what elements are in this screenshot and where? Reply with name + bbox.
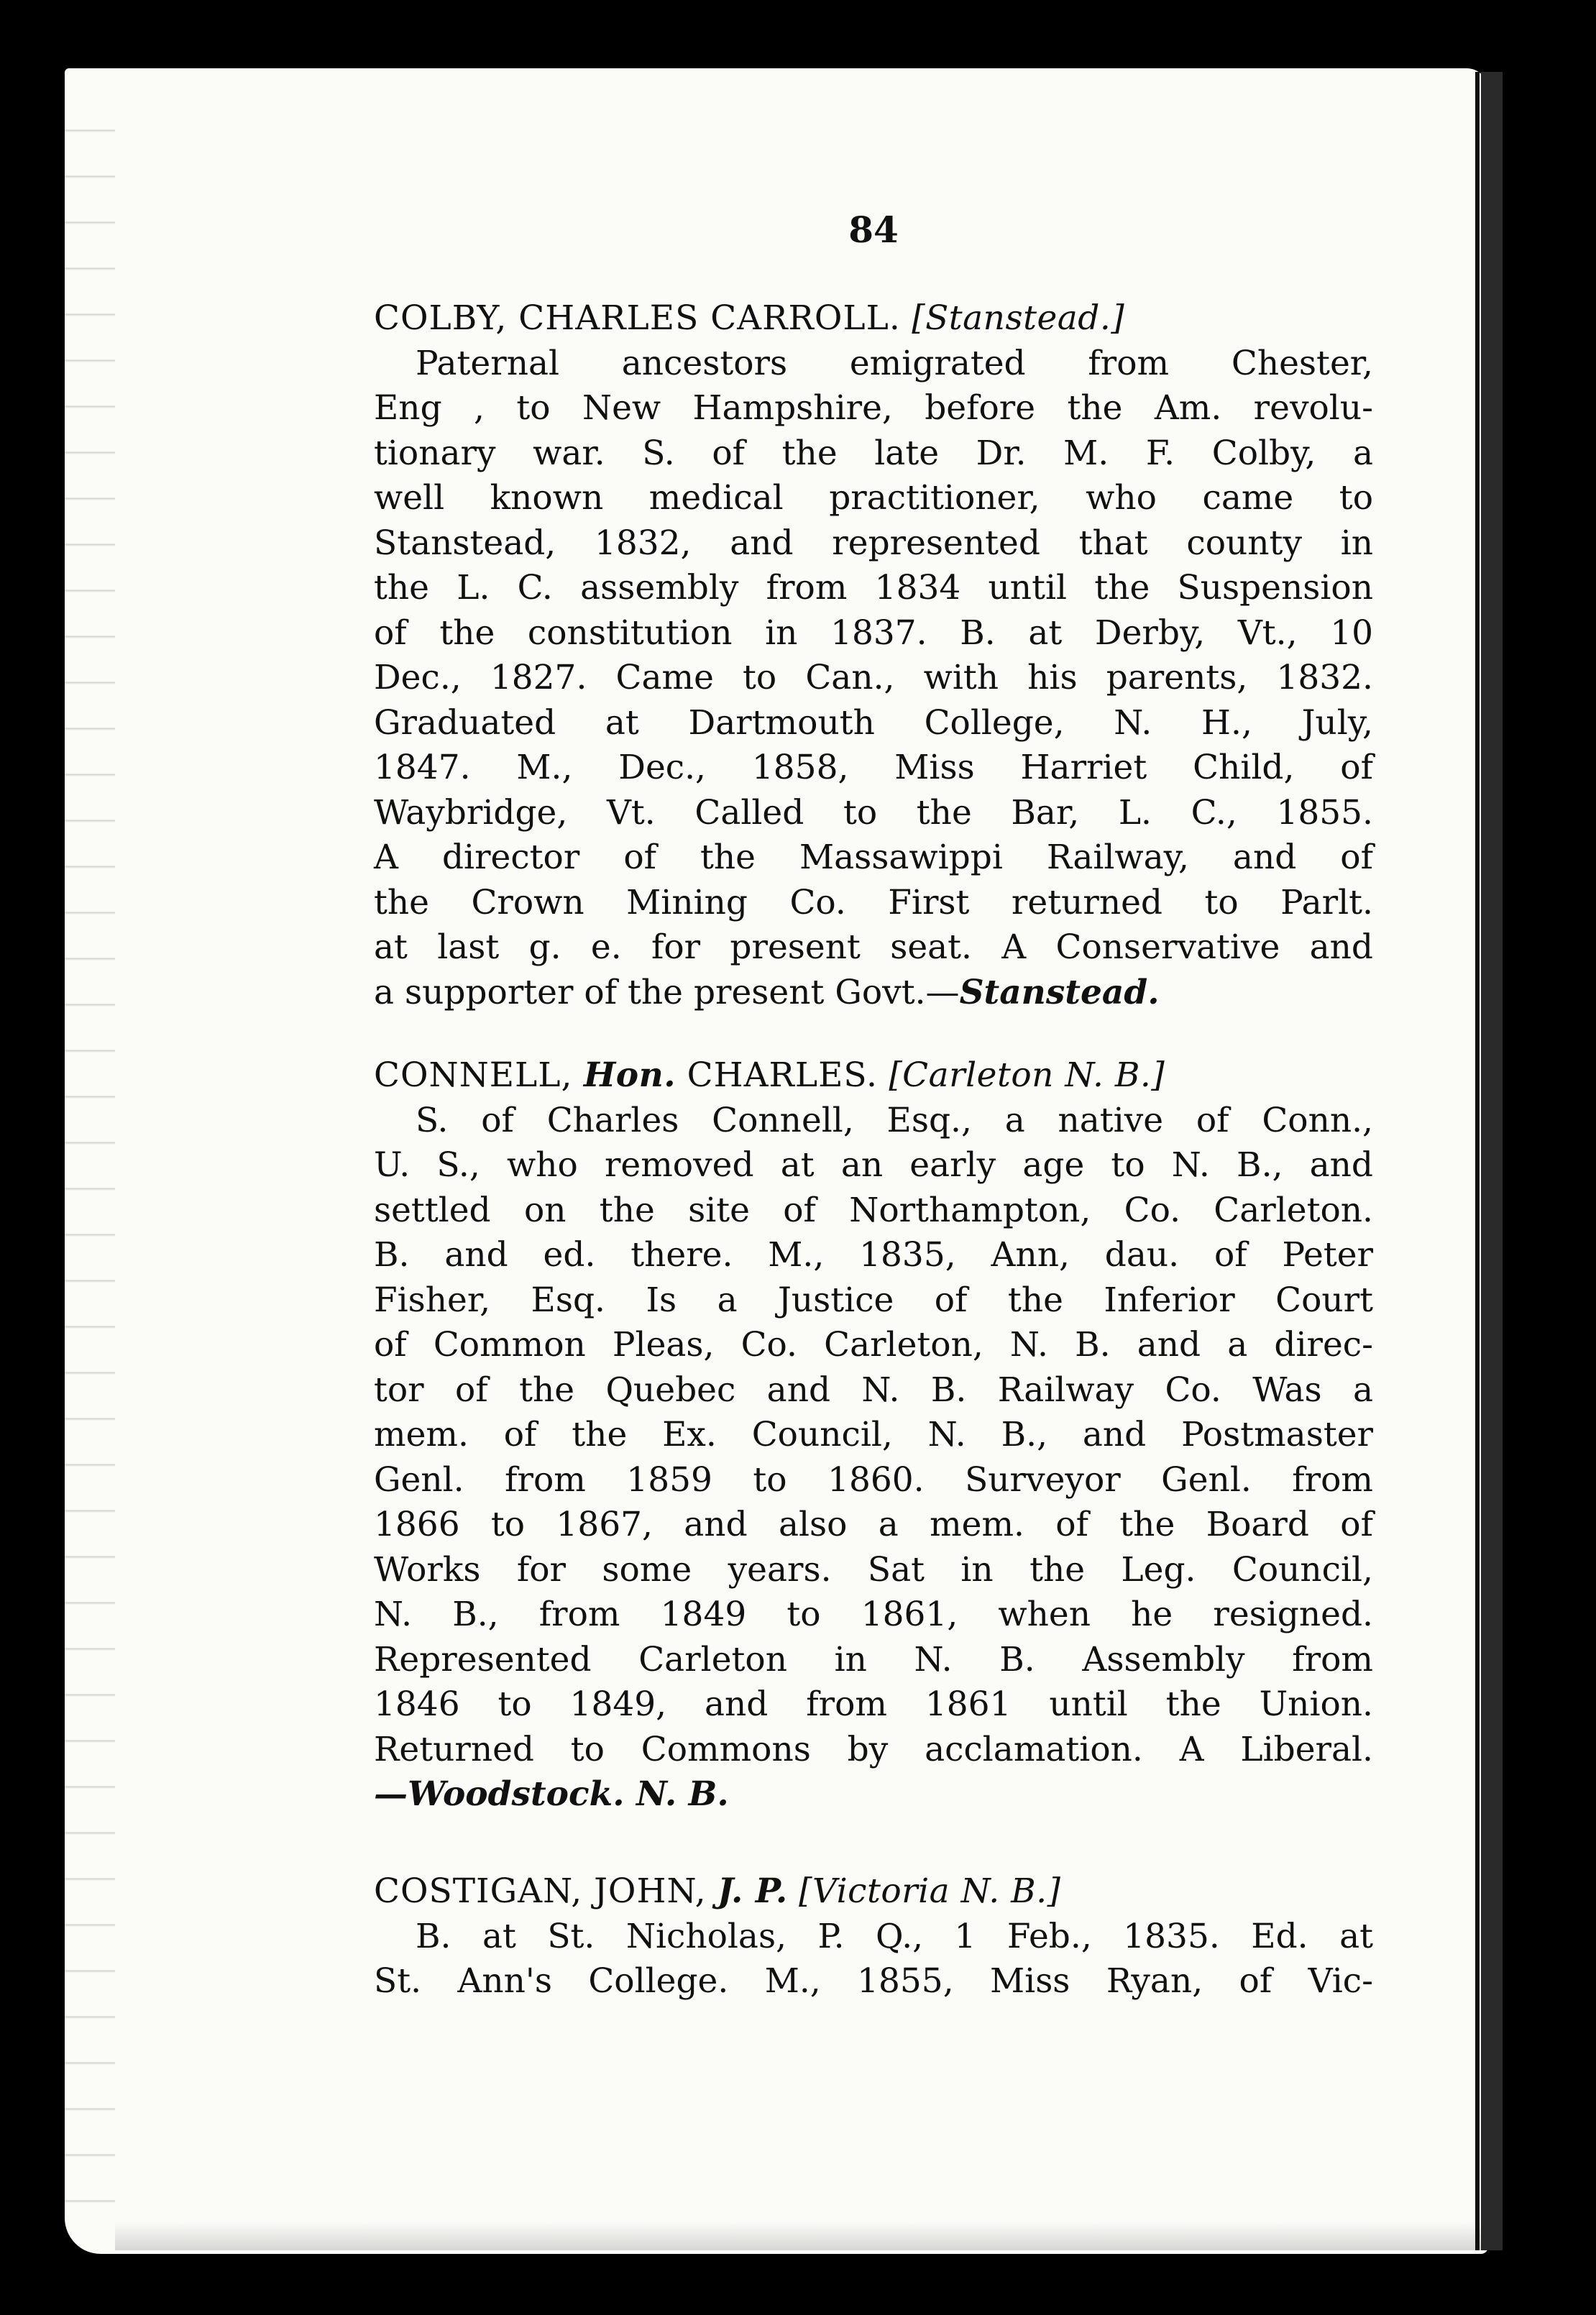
entry-title: J. P. xyxy=(717,1871,788,1911)
entry-connell xyxy=(374,1053,1373,1817)
text-line: Returned to Commons by acclamation. A Liberal. xyxy=(374,1729,1373,1769)
text-line: Genl. from 1859 to 1860. Surveyor Genl. from xyxy=(374,1459,1373,1500)
book-gutter xyxy=(1475,72,1480,2250)
text-line: U. S., who removed at an early age to N. B., and xyxy=(374,1145,1373,1185)
text-line xyxy=(374,971,1373,1016)
text-line: settled on the site of Northampton, Co. Carleton. xyxy=(374,1190,1373,1230)
text-line: A director of the Massawippi Railway, and of xyxy=(374,838,1373,877)
text-line-italic: —Woodstock. N. B. xyxy=(374,1774,729,1814)
entry-title: Hon. xyxy=(583,1055,677,1095)
entry-given-name: CHARLES. xyxy=(687,1055,878,1095)
text-line: Paternal ancestors emigrated from Chester, xyxy=(416,343,1373,383)
text-line: Stanstead, 1832, and represented that county in xyxy=(374,523,1373,563)
entry-name: COSTIGAN, JOHN, xyxy=(374,1871,707,1911)
text-line: of the constitution in 1837. B. at Derby, Vt., 10 xyxy=(374,613,1373,653)
text-line: S. of Charles Connell, Esq., a native of Conn., xyxy=(416,1100,1373,1140)
text-line: at last g. e. for present seat. A Conservative and xyxy=(374,927,1373,967)
entry-body xyxy=(374,1915,1373,2004)
text-line: Graduated at Dartmouth College, N. H., July, xyxy=(374,702,1373,743)
text-line: well known medical practitioner, who came to xyxy=(374,478,1373,518)
text-line: the Crown Mining Co. First returned to Parlt. xyxy=(374,882,1373,922)
text-line: N. B., from 1849 to 1861, when he resigned. xyxy=(374,1595,1373,1634)
entry-riding: [Stanstead.] xyxy=(912,298,1125,338)
entry-name: COLBY, CHARLES CARROLL. xyxy=(374,298,901,338)
text-line: 1847. M., Dec., 1858, Miss Harriet Child, of xyxy=(374,748,1373,787)
entry-heading xyxy=(374,1053,1373,1099)
book-spine xyxy=(1481,72,1503,2250)
entry-body xyxy=(374,341,1373,1016)
text-line-part: a supporter of the present Govt.— xyxy=(374,972,960,1012)
entry-costigan xyxy=(374,1869,1373,2004)
text-line: Fisher, Esq. Is a Justice of the Inferior Court xyxy=(374,1280,1373,1320)
entry-colby xyxy=(374,296,1373,1015)
text-line: 1846 to 1849, and from 1861 until the Union. xyxy=(374,1684,1373,1724)
text-line: Eng , to New Hampshire, before the Am. revolu- xyxy=(374,388,1373,428)
text-line: tionary war. S. of the late Dr. M. F. Colby, a xyxy=(374,433,1373,473)
text-line: tor of the Quebec and N. B. Railway Co. Was a xyxy=(374,1370,1373,1410)
text-line: the L. C. assembly from 1834 until the Suspension xyxy=(374,568,1373,608)
text-line: B. at St. Nicholas, P. Q., 1 Feb., 1835. Ed. at xyxy=(416,1916,1373,1956)
entry-riding: [Carleton N. B.] xyxy=(889,1055,1165,1095)
text-line: Represented Carleton in N. B. Assembly from xyxy=(374,1639,1373,1679)
text-line: St. Ann's College. M., 1855, Miss Ryan, of Vic- xyxy=(374,1961,1373,2001)
page-number: 84 xyxy=(848,208,899,251)
page-left-edge xyxy=(65,86,115,2229)
text-line: B. and ed. there. M., 1835, Ann, dau. of Peter xyxy=(374,1235,1373,1275)
entry-riding: [Victoria N. B.] xyxy=(799,1871,1061,1911)
entry-heading xyxy=(374,296,1373,341)
entry-surname: CONNELL, xyxy=(374,1055,573,1095)
text-line: Works for some years. Sat in the Leg. Council, xyxy=(374,1549,1373,1590)
text-line: Waybridge, Vt. Called to the Bar, L. C., 1855. xyxy=(374,792,1373,833)
page-bottom-shadow xyxy=(115,2222,1481,2250)
entry-body xyxy=(374,1099,1373,1817)
text-line: Dec., 1827. Came to Can., with his parents, 1832. xyxy=(374,658,1373,697)
text-line: 1866 to 1867, and also a mem. of the Board of xyxy=(374,1505,1373,1544)
text-line-italic: Stanstead. xyxy=(959,972,1160,1012)
text-line: of Common Pleas, Co. Carleton, N. B. and a direc- xyxy=(374,1325,1373,1365)
entry-heading xyxy=(374,1869,1373,1915)
text-line: mem. of the Ex. Council, N. B., and Postmaster xyxy=(374,1415,1373,1454)
